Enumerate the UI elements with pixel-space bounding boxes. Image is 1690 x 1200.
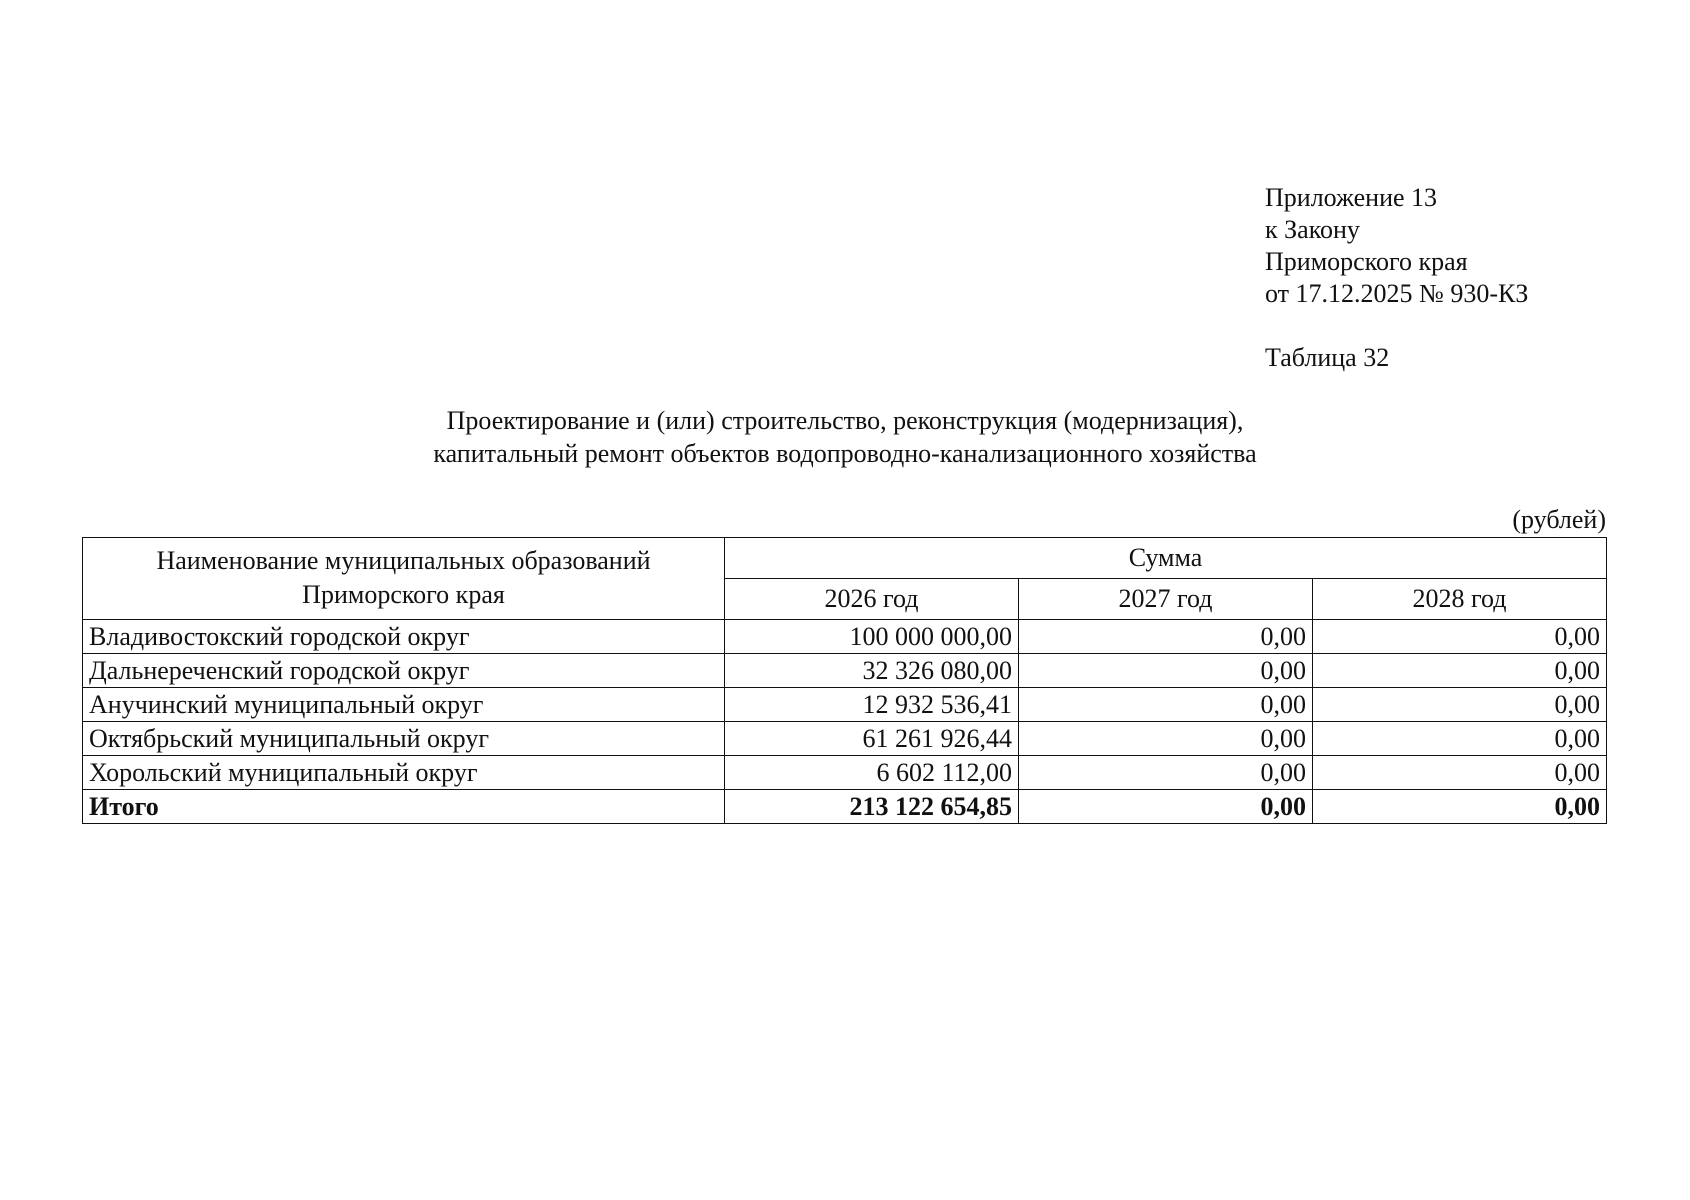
units-label: (рублей) — [1512, 505, 1606, 534]
municipality-name: Хорольский муниципальный округ — [83, 756, 725, 790]
table-row — [83, 654, 1607, 688]
document-title-line-2: капитальный ремонт объектов водопроводно-канализационного хозяйства — [433, 439, 1257, 468]
header-sum: Сумма — [725, 538, 1607, 579]
header-year-2028: 2028 год — [1313, 579, 1607, 620]
header-year-2027: 2027 год — [1019, 579, 1313, 620]
amount-2027: 0,00 — [1019, 688, 1313, 722]
document-title-line-1: Проектирование и (или) строительство, реконструкция (модернизация), — [446, 406, 1244, 435]
header-municipality-line-2: Приморского края — [302, 580, 505, 609]
amount-2027: 0,00 — [1019, 654, 1313, 688]
amount-2026: 61 261 926,44 — [725, 722, 1019, 756]
appendix-line-number: Приложение 13 — [1265, 183, 1438, 212]
appendix-line-region: Приморского края — [1265, 247, 1468, 276]
table-row — [83, 688, 1607, 722]
amount-2026: 6 602 112,00 — [725, 756, 1019, 790]
amount-2026: 100 000 000,00 — [725, 620, 1019, 654]
appendix-line-date: от 17.12.2025 № 930-КЗ — [1265, 279, 1529, 308]
municipality-name: Октябрьский муниципальный округ — [83, 722, 725, 756]
amount-2028: 0,00 — [1313, 688, 1607, 722]
amount-2026: 12 932 536,41 — [725, 688, 1019, 722]
appendix-reference — [1265, 182, 1528, 310]
amount-2027: 0,00 — [1019, 722, 1313, 756]
total-2026: 213 122 654,85 — [725, 790, 1019, 824]
header-municipality — [83, 538, 725, 620]
table-number: Таблица 32 — [1265, 343, 1390, 372]
budget-table — [82, 537, 1607, 824]
amount-2028: 0,00 — [1313, 722, 1607, 756]
amount-2028: 0,00 — [1313, 654, 1607, 688]
amount-2027: 0,00 — [1019, 756, 1313, 790]
table-row — [83, 756, 1607, 790]
total-2027: 0,00 — [1019, 790, 1313, 824]
total-2028: 0,00 — [1313, 790, 1607, 824]
amount-2028: 0,00 — [1313, 620, 1607, 654]
header-year-2026: 2026 год — [725, 579, 1019, 620]
total-label: Итого — [83, 790, 725, 824]
header-municipality-line-1: Наименование муниципальных образований — [156, 546, 651, 575]
amount-2026: 32 326 080,00 — [725, 654, 1019, 688]
table-row — [83, 722, 1607, 756]
table-row — [83, 620, 1607, 654]
amount-2028: 0,00 — [1313, 756, 1607, 790]
document-title — [0, 404, 1690, 470]
municipality-name: Владивостокский городской округ — [83, 620, 725, 654]
amount-2027: 0,00 — [1019, 620, 1313, 654]
municipality-name: Анучинский муниципальный округ — [83, 688, 725, 722]
table-header-row — [83, 538, 1607, 579]
municipality-name: Дальнереченский городской округ — [83, 654, 725, 688]
appendix-line-law: к Закону — [1265, 215, 1360, 244]
table-total-row — [83, 790, 1607, 824]
